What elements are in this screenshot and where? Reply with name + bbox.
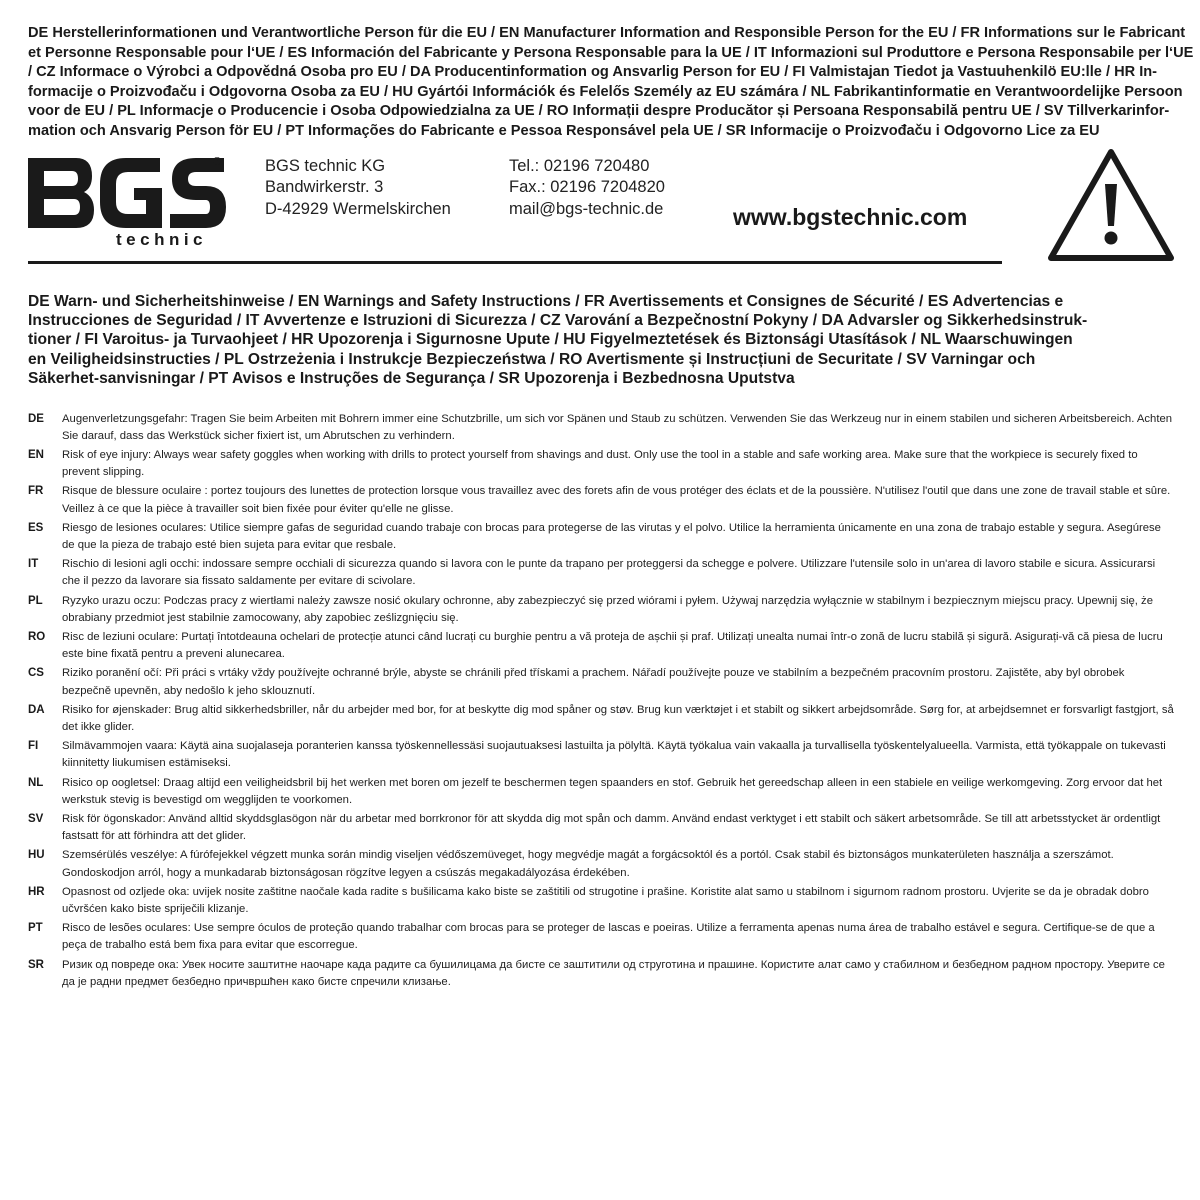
header-divider xyxy=(28,261,1002,264)
document-page xyxy=(28,24,1194,993)
logo-subtitle: technic xyxy=(116,229,208,246)
list-item xyxy=(28,520,1174,554)
language-code: FI xyxy=(28,740,39,753)
website-url: www.bgstechnic.com xyxy=(733,203,968,230)
address-line: BGS technic KG xyxy=(265,156,386,175)
list-item xyxy=(28,775,1174,809)
fax-number: Fax.: 02196 7204820 xyxy=(509,178,665,197)
instruction-text: Augenverletzungsgefahr: Tragen Sie beim Arbeiten mit Bohrern immer eine Schutzbrille, um sich vor Spänen und Staub zu schützen. Verwenden Sie das Werkzeug nur in einem stabilen und sicheren Arbeitsbereich. Achten Sie darauf, dass das Werkstück sicher fixiert ist, um Abrutschen zu verhindern. xyxy=(62,412,1173,442)
language-code: PL xyxy=(28,594,43,607)
safety-heading-line: Instrucciones de Seguridad / IT Avvertenze e Istruzioni di Sicurezza / CZ Varování a Bezpečnostní Pokyny / DA Advarsler og Sikkerhedsinstruk- xyxy=(28,311,1088,329)
safety-instructions-list xyxy=(28,411,1174,992)
safety-heading xyxy=(28,292,1174,389)
manufacturer-heading xyxy=(28,24,1194,142)
company-header xyxy=(28,154,1174,272)
company-contact xyxy=(509,156,665,221)
language-code: RO xyxy=(28,631,46,644)
company-address xyxy=(265,156,451,221)
instruction-text: Riesgo de lesiones oculares: Utilice siempre gafas de seguridad cuando trabaje con brocas para protegerse de las virutas y el polvo. Utilice la herramienta únicamente en una zona de trabajo estable y segura. Asegúrese de que la pieza de trabajo esté bien sujeta para evitar que resbale. xyxy=(62,521,1161,552)
list-item xyxy=(28,702,1174,736)
instruction-text: Risque de blessure oculaire : portez toujours des lunettes de protection lorsque vous travaillez avec des forets afin de vous protéger des éclats et de la poussière. N'utilisez l'outil que dans une zone de travail stable et sûre. Veillez à ce que la pièce à travailler soit bien fixée pour éviter qu'elle ne glisse. xyxy=(62,485,1171,515)
list-item xyxy=(28,847,1174,881)
instruction-text: Risk of eye injury: Always wear safety goggles when working with drills to protect yourself from shavings and dust. Only use the tool in a stable and safe working area. Make sure that the workpiece is securely fixed to prevent slipping. xyxy=(62,449,1138,479)
safety-heading-line: en Veiligheidsinstructies / PL Ostrzeżenia i Instrukcje Bezpieczeństwa / RO Avertismente și Instrucțiuni de Securitate / SV Varningar och xyxy=(28,350,1036,368)
list-item xyxy=(28,920,1174,954)
instruction-text: Ryzyko urazu oczu: Podczas pracy z wiertłami należy zawsze nosić okulary ochronne, aby zabezpieczyć się przed wiórami i pyłem. Używaj narzędzia wyłącznie w stabilnym i bezpiecznym miejscu pracy. Upewnij się, że obrabiany przedmiot jest stabilnie zamocowany, aby zapobiec ześlizgnięciu się. xyxy=(62,594,1153,624)
safety-heading-line: tioner / FI Varoitus- ja Turvaohjeet / HR Upozorenja i Sigurnosne Upute / HU Figyelmeztetések és Biztonsági Utasítások / NL Waarschuwingen xyxy=(28,331,1073,349)
manufacturer-heading-line: DE Herstellerinformationen und Verantwortliche Person für die EU / EN Manufacturer Information and Responsible Person for the EU / FR Informations sur le Fabricant xyxy=(28,25,1186,41)
instruction-text: Risco de lesões oculares: Use sempre óculos de proteção quando trabalhar com brocas para se proteger de lascas e poeiras. Utilize a ferramenta apenas numa área de trabalho estável e segura. Certifique-se de que a peça de trabalho está bem fixa para evitar que escorregue. xyxy=(62,922,1155,952)
list-item xyxy=(28,629,1174,663)
instruction-text: Risico op oogletsel: Draag altijd een veiligheidsbril bij het werken met boren om jezelf te beschermen tegen spaanders en stof. Gebruik het gereedschap alleen in een stabiele en veilige werkomgeving. Zorg ervoor dat het werkstuk stevig is bevestigd om wegglijden te voorkomen. xyxy=(62,776,1163,806)
manufacturer-heading-line: formacije o Proizvođaču i Odgovorna Osoba za EU / HU Gyártói Információk és Felelős Személy az EU számára / NL Fabrikantinformatie en Verantwoordelijke Persoon xyxy=(28,83,1183,100)
language-code: PT xyxy=(28,922,43,935)
language-code: DA xyxy=(28,703,45,716)
list-item xyxy=(28,556,1174,590)
address-line: D-42929 Wermelskirchen xyxy=(265,199,451,218)
list-item xyxy=(28,738,1174,772)
instruction-text: Ризик од повреде ока: Увек носите заштитне наочаре када радите са бушилицама да бисте се заштитили од струготина и прашине. Користите алат само у стабилном и безбедном радном простору. Уверите се да је радни предмет безбедно причвршћен како бисте спречили клизање. xyxy=(62,958,1165,988)
list-item xyxy=(28,483,1174,517)
instruction-text: Silmävammojen vaara: Käytä aina suojalaseja poranterien kanssa työskennellessäsi suojautuaksesi lastuilta ja pölyltä. Käytä työkalua vain vakaalla ja turvallisella työskentelyalueella. Varmista, että työkappale on tukevasti kiinnitetty liukumisen estämiseksi. xyxy=(62,740,1166,770)
instruction-text: Risiko for øjenskader: Brug altid sikkerhedsbriller, når du arbejder med bor, for at beskytte dig mod spåner og støv. Brug kun værktøjet i et stabilt og sikkert arbejdsområde. Sørg for, at arbejdsemnet er forsvarligt fastgjort, så det ikke glider. xyxy=(62,703,1174,734)
list-item xyxy=(28,593,1174,627)
safety-heading-line: DE Warn- und Sicherheitshinweise / EN Warnings and Safety Instructions / FR Avertissements et Consignes de Sécurité / ES Advertencias e xyxy=(28,292,1064,310)
instruction-text: Szemsérülés veszélye: A fúrófejekkel végzett munka során mindig viseljen védőszemüveget, hogy megvédje magát a forgácsoktól és a portól. Csak stabil és biztonságos munkaterületen használja a szerszámot. Gondoskodjon arról, hogy a munkadarab biztonságosan rögzítve legyen a csúszás megakadályozása érdekében. xyxy=(62,849,1114,879)
language-code: IT xyxy=(28,558,39,571)
manufacturer-heading-line: voor de EU / PL Informacje o Producencie i Osoba Odpowiedzialna za UE / RO Informații despre Producător și Persoana Responsabilă pentru UE / SV Tillverkarinfor- xyxy=(28,103,1170,120)
language-code: CS xyxy=(28,667,44,680)
instruction-text: Riziko poranění očí: Při práci s vrtáky vždy používejte ochranné brýle, abyste se chránili před třískami a prachem. Nářadí používejte pouze ve stabilním a bezpečném pracovním prostoru. Zajistěte, aby byl obrobek bezpečně upevněn, aby nedošlo k jeho sklouznutí. xyxy=(62,667,1125,697)
registered-mark: ® xyxy=(213,155,222,168)
language-code: SV xyxy=(28,813,44,826)
language-code: EN xyxy=(28,449,44,461)
instruction-text: Risc de leziuni oculare: Purtați întotdeauna ochelari de protecție atunci când lucrați cu burghie pentru a vă proteja de așchii și praf. Utilizați unealta numai într-o zonă de lucru stabilă și sigură. Asigurați-vă că piesa de lucru este bine fixată pentru a preveni alunecarea. xyxy=(62,631,1163,661)
list-item xyxy=(28,411,1174,445)
safety-heading-line: Säkerhet-sanvisningar / PT Avisos e Instruções de Segurança / SR Upozorenja i Bezbednosna Uputstva xyxy=(28,370,795,388)
instruction-text: Risk för ögonskador: Använd alltid skyddsglasögon när du arbetar med borrkronor för att skydda dig mot spån och damm. Använd endast verktyget i ett stabilt och säkert arbetsområde. Se till att arbetsstycket är ordentligt fastsatt för att förhindra att det glider. xyxy=(62,813,1161,843)
list-item xyxy=(28,957,1174,991)
language-code: ES xyxy=(28,521,44,534)
language-code: DE xyxy=(28,412,44,425)
list-item xyxy=(28,811,1174,845)
phone-number: Tel.: 02196 720480 xyxy=(509,156,650,175)
manufacturer-heading-line: et Personne Responsable pour l‘UE / ES Información del Fabricante y Persona Responsable para la UE / IT Informazioni sul Produttore e Persona Responsabile per l‘UE xyxy=(28,44,1194,61)
bgs-logo xyxy=(28,154,228,246)
manufacturer-heading-line: / CZ Informace o Výrobci a Odpovědná Osoba pro EU / DA Producentinformation og Ansvarlig Person for EU / FI Valmistajan Tiedot ja Vastuuhenkilö EU:lle / HR In- xyxy=(28,64,1158,81)
email-address: mail@bgs-technic.de xyxy=(509,199,664,218)
list-item xyxy=(28,665,1174,699)
instruction-text: Opasnost od ozljede oka: uvijek nosite zaštitne naočale kada radite s bušilicama kako biste se zaštitili od strugotine i prašine. Koristite alat samo u stabilnom i sigurnom radnom prostoru. Uvjerite se da je obradak dobro učvršćen kako biste spriječili klizanje. xyxy=(62,885,1149,916)
address-line: Bandwirkerstr. 3 xyxy=(265,178,384,197)
list-item xyxy=(28,447,1174,481)
language-code: SR xyxy=(28,958,44,971)
language-code: NL xyxy=(28,776,44,789)
list-item xyxy=(28,884,1174,918)
warning-triangle-icon xyxy=(1046,146,1176,264)
instruction-text: Rischio di lesioni agli occhi: indossare sempre occhiali di sicurezza quando si lavora con le punte da trapano per proteggersi da schegge e polvere. Utilizzare l'utensile solo in un'area di lavoro stabile e sicura. Assicurarsi che il pezzo da lavorare sia fissato saldamente per evitare di scivolare. xyxy=(62,558,1156,588)
language-code: FR xyxy=(28,485,44,498)
manufacturer-heading-line: mation och Ansvarig Person för EU / PT Informações do Fabricante e Pessoa Responsável pela UE / SR Informacije o Proizvođaču i Odgovorno Lice za EU xyxy=(28,122,1100,139)
language-code: HR xyxy=(28,885,45,898)
language-code: HU xyxy=(28,849,45,862)
